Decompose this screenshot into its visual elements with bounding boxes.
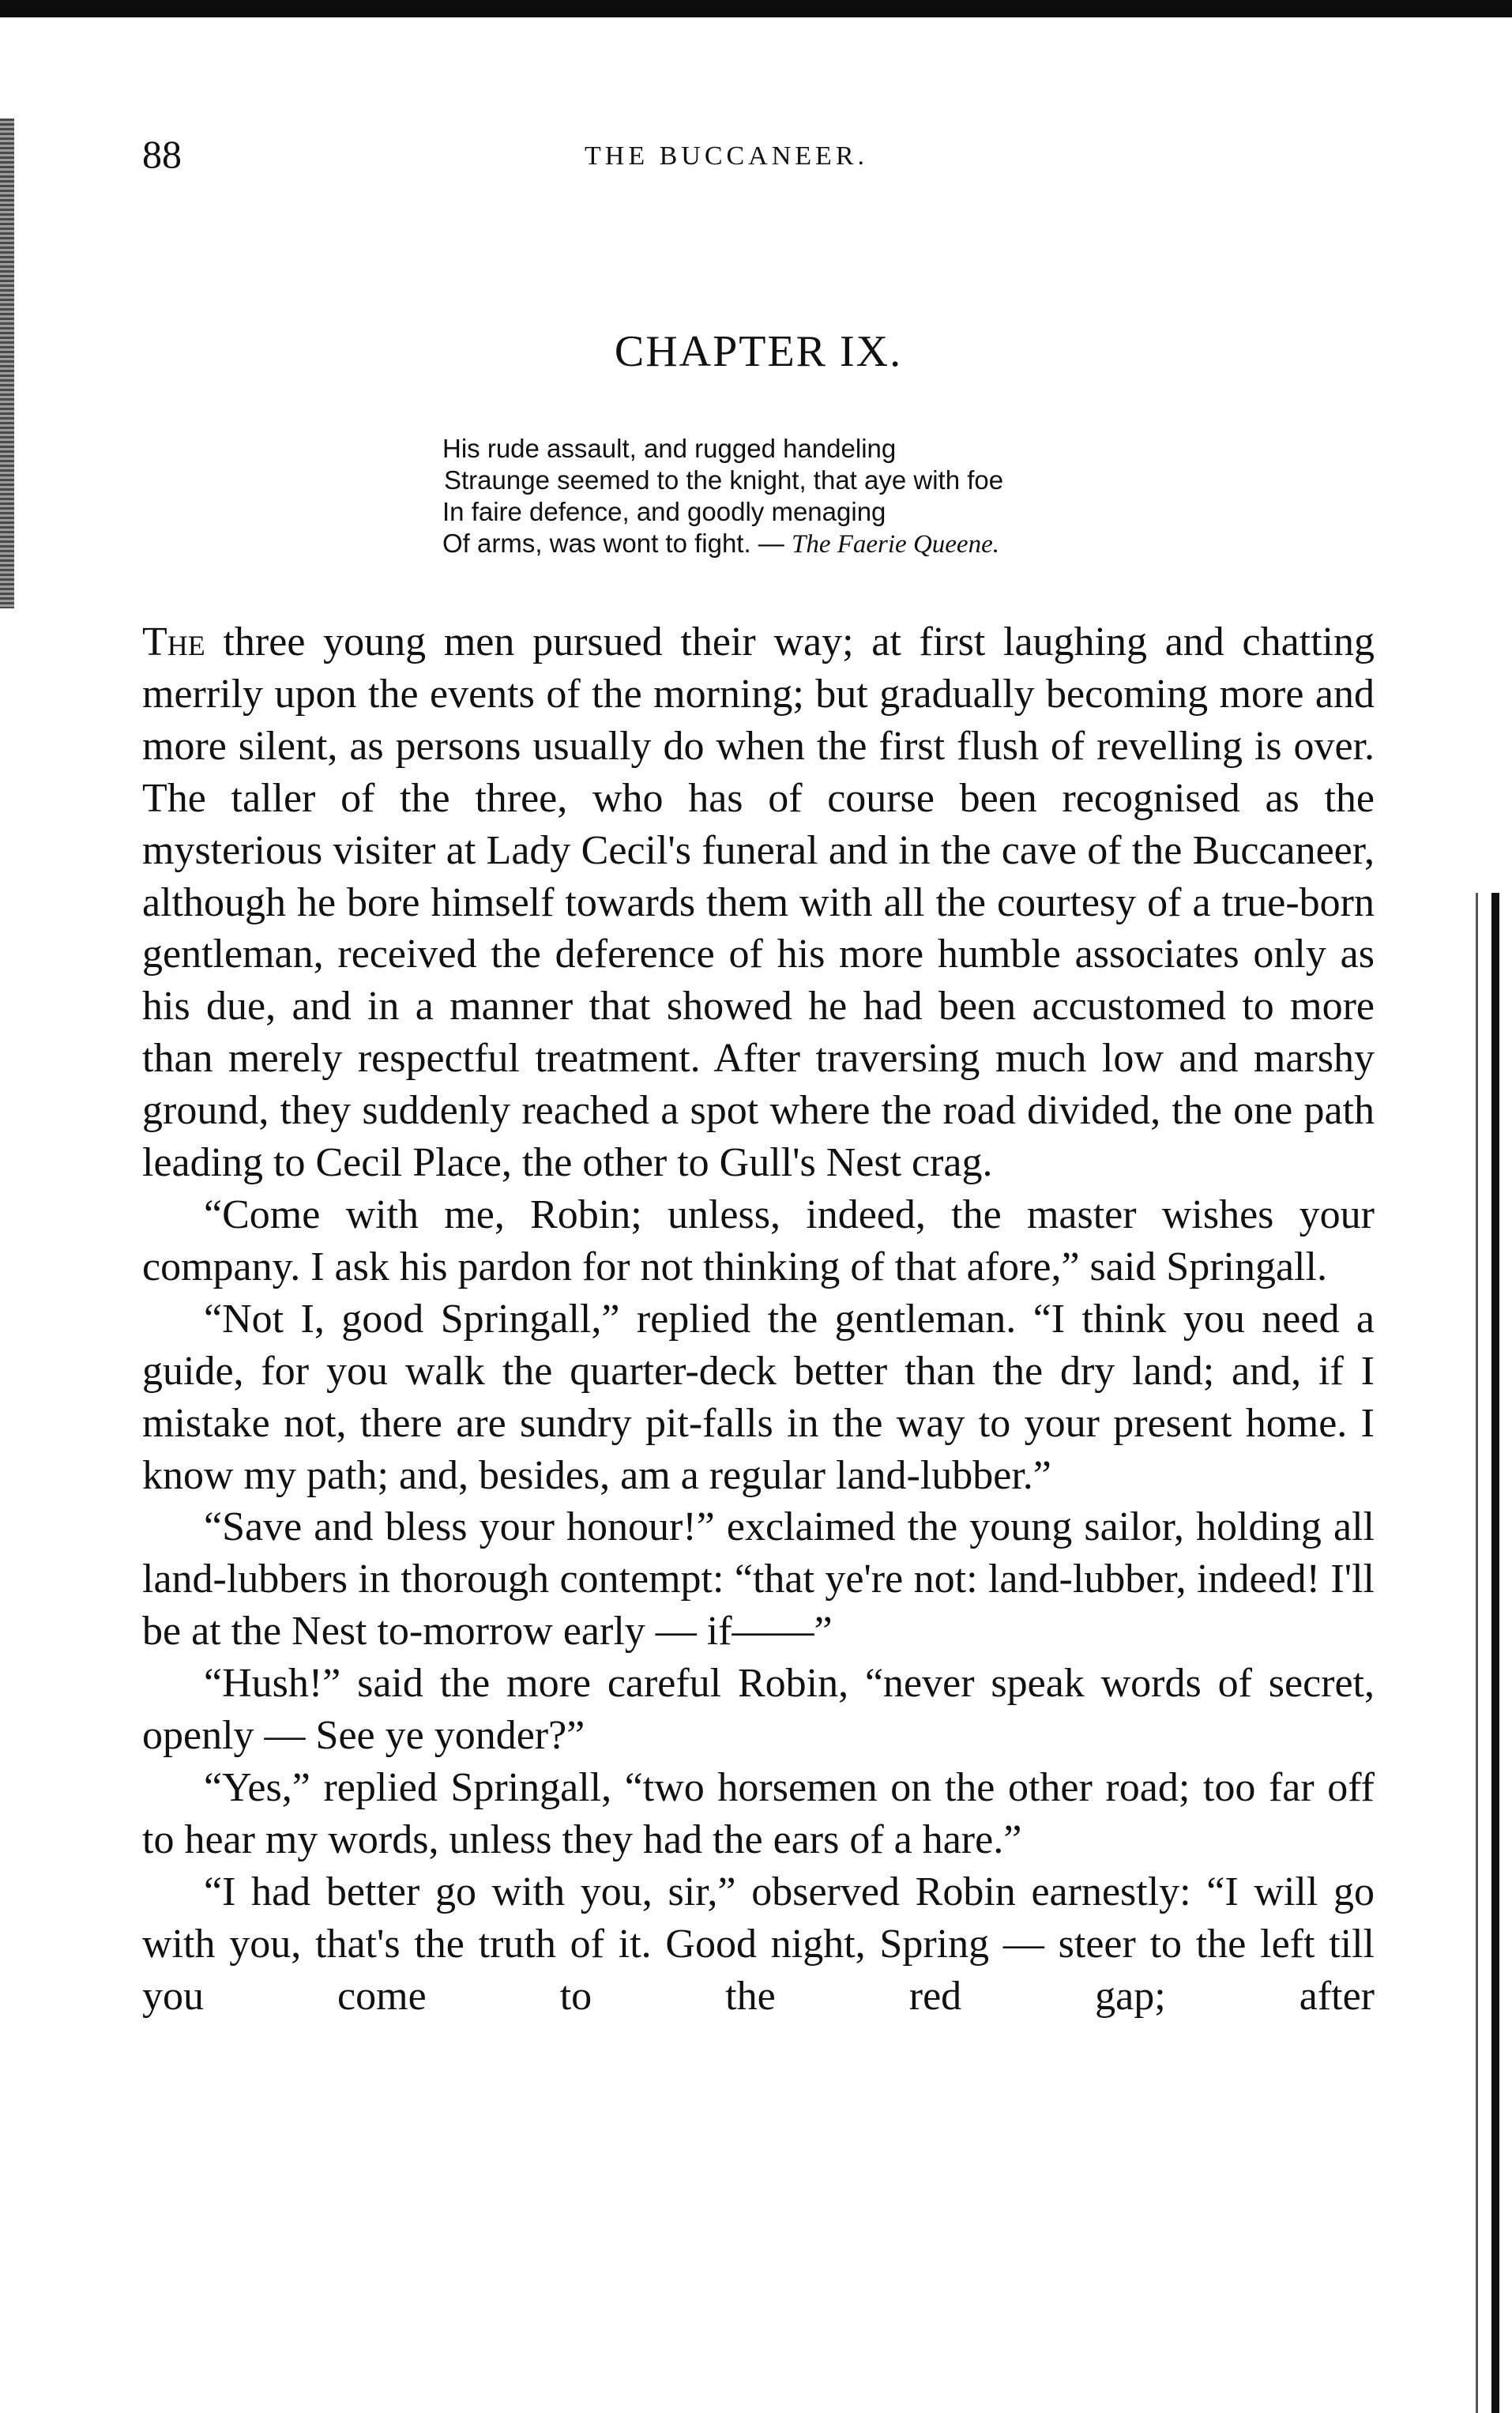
epigraph-line-text: In faire defence, and goodly menaging bbox=[442, 497, 886, 526]
epigraph-line bbox=[442, 528, 1232, 560]
opening-word: The bbox=[142, 619, 205, 664]
paragraph-text: three young men pursued their way; at first laughing and chatting merrily upon the events of the morning; but gradually becoming more and more silent, as persons usually do when the first flush of revelling is over. The taller of the three, who has of course been recognised as the mysterious visiter at Lady Cecil's funeral and in the cave of the Buccaneer, although he bore himself towards them with all the courtesy of a true-born gentleman, received the deference of his more humble associates only as his due, and in a manner that showed he had been accustomed to more than merely respectful treatment. After traversing much low and marshy ground, they suddenly reached a spot where the road divided, the one path leading to Cecil Place, the other to Gull's Nest crag. bbox=[142, 619, 1375, 1186]
paragraph: “Yes,” replied Springall, “two horsemen on the other road; too far off to hear my words, unless they had the ears of a hare.” bbox=[142, 1764, 1375, 1862]
page-number: 88 bbox=[142, 132, 182, 176]
epigraph-line bbox=[442, 496, 1232, 528]
chapter-title: CHAPTER IX. bbox=[614, 327, 903, 376]
epigraph-line: His rude assault, and rugged handeling bbox=[442, 434, 897, 463]
page-edge-shadow bbox=[1476, 893, 1478, 2413]
page-edge bbox=[1491, 893, 1499, 2413]
paragraph: “Hush!” said the more careful Robin, “never speak words of secret, openly — See ye yonder?” bbox=[142, 1661, 1375, 1759]
paragraph: “Not I, good Springall,” replied the gentleman. “I think you need a guide, for you walk the quarter-deck better than the dry land; and, if I mistake not, there are sundry pit-falls in the way to your present home. I know my path; and, besides, am a regular land-lubber.” bbox=[142, 1296, 1375, 1498]
epigraph-line: Straunge seemed to the knight, that aye with foe bbox=[444, 465, 1004, 495]
epigraph bbox=[442, 433, 1232, 560]
body-text bbox=[142, 616, 1375, 2022]
paragraph: “I had better go with you, sir,” observed Robin earnestly: “I will go with you, that's the truth of it. Good night, Spring — steer to the left till you come to the red gap; after bbox=[142, 1869, 1375, 2019]
epigraph-attribution: The Faerie Queene. bbox=[791, 530, 999, 559]
paragraph: “Come with me, Robin; unless, indeed, the master wishes your company. I ask his pardon for not thinking of that afore,” said Springall. bbox=[142, 1191, 1375, 1289]
paragraph bbox=[142, 616, 1375, 1189]
top-edge-rule bbox=[0, 0, 1512, 17]
epigraph-line-text: Of arms, was wont to fight. — bbox=[442, 529, 792, 558]
binding-edge bbox=[0, 119, 14, 608]
running-title: THE BUCCANEER. bbox=[585, 141, 868, 171]
running-head bbox=[142, 130, 1375, 178]
paragraph: “Save and bless your honour!” exclaimed the young sailor, holding all land-lubbers in thorough contempt: “that ye're not: land-lubber, indeed! I'll be at the Nest to-morrow early — if——” bbox=[142, 1504, 1375, 1654]
